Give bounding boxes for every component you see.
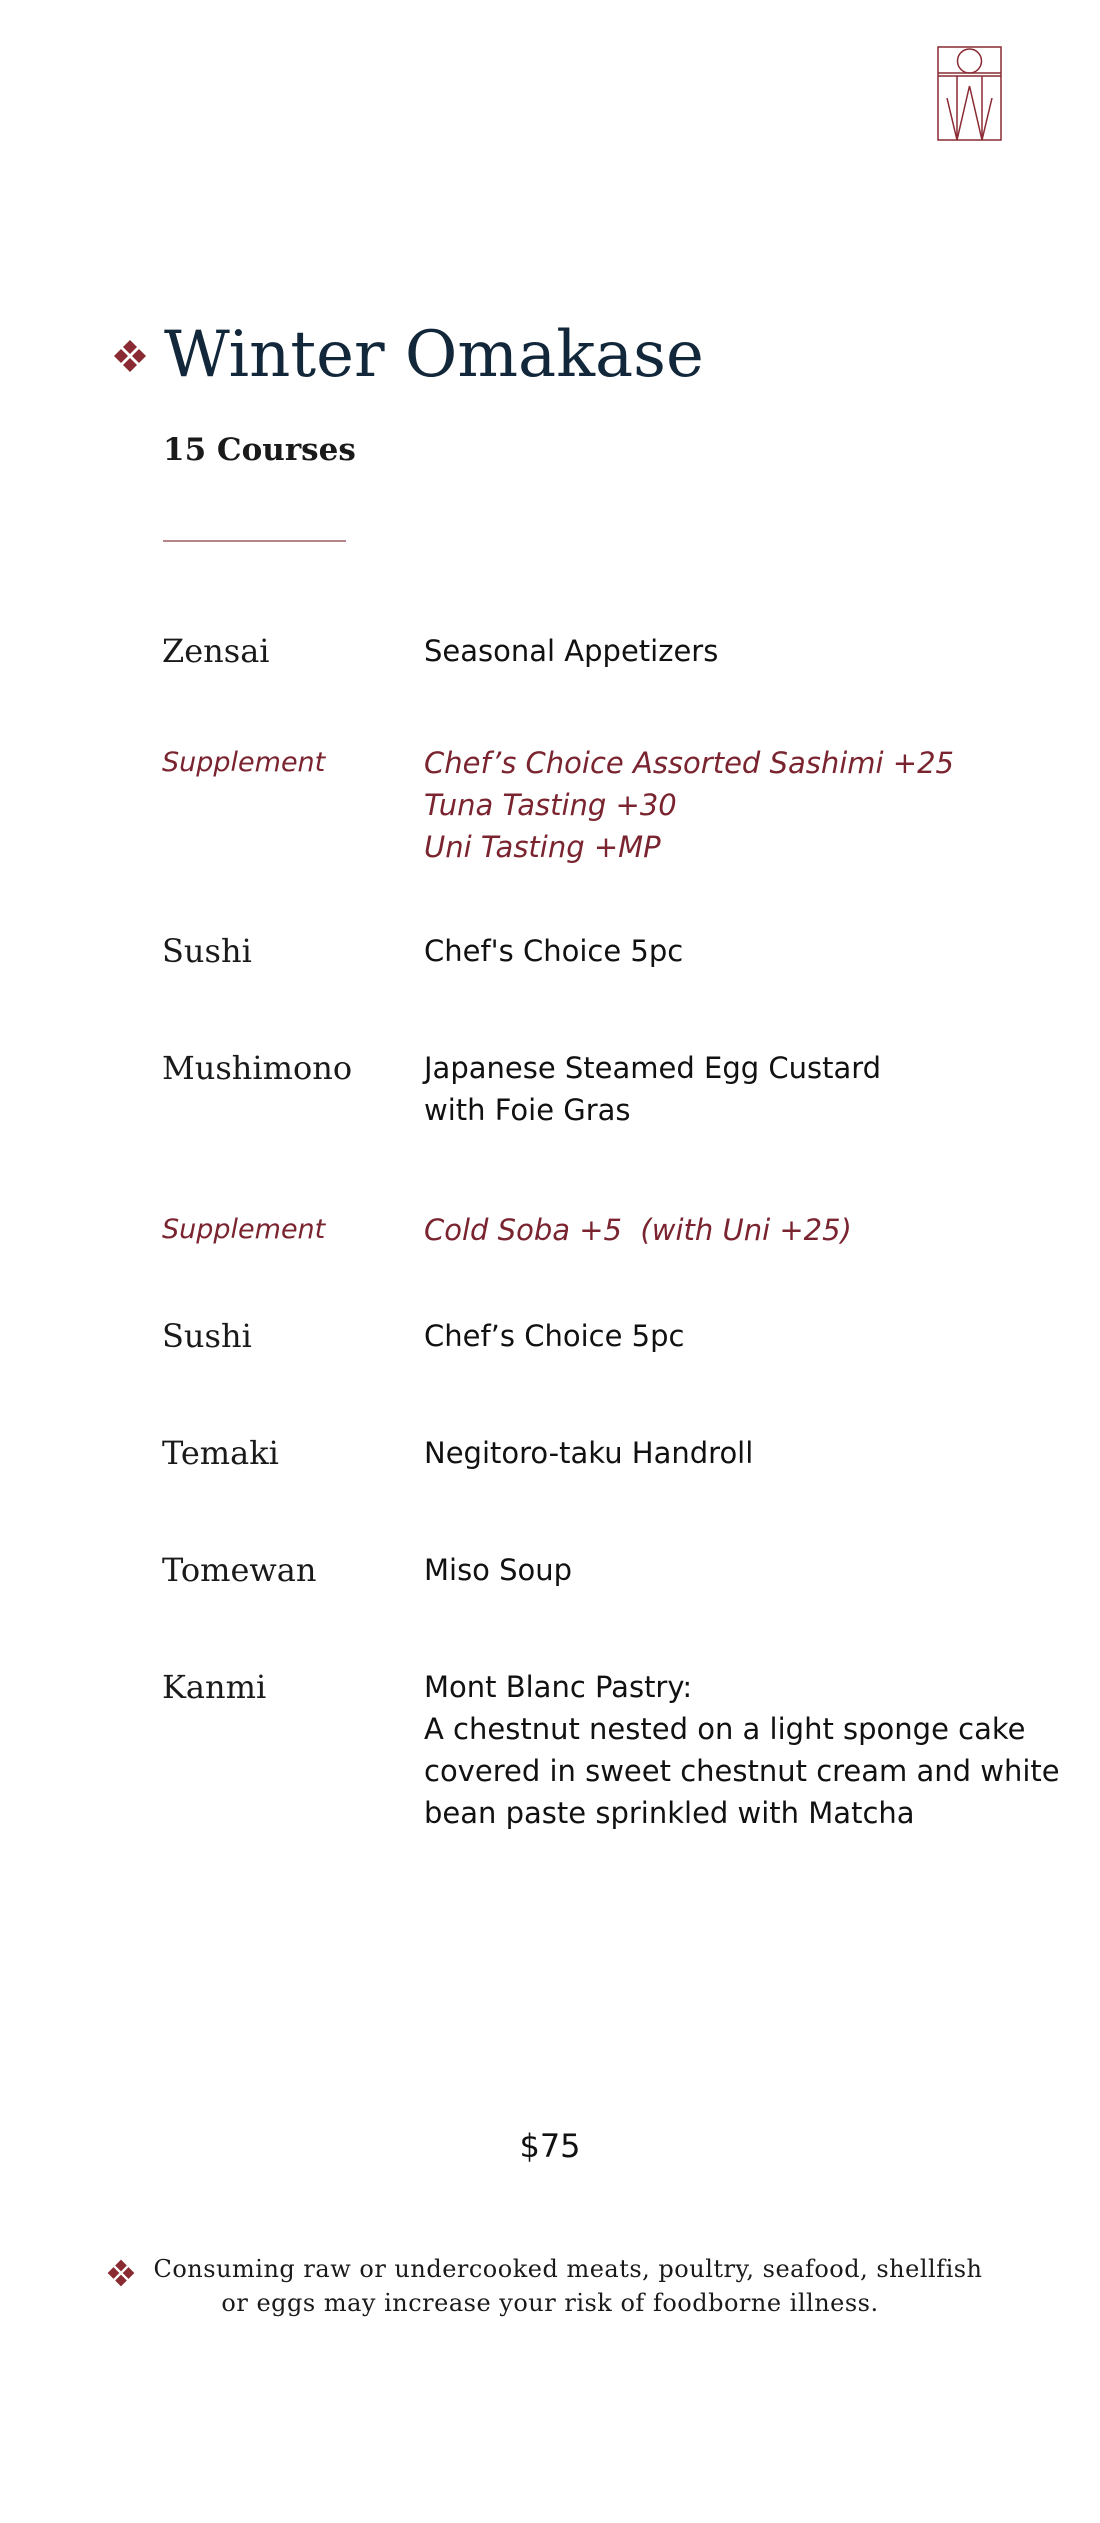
course-name: Zensai [162, 632, 270, 670]
course-count: 15 Courses [163, 432, 356, 468]
course-name: Kanmi [162, 1668, 267, 1706]
description-line: Seasonal Appetizers [424, 634, 719, 668]
course-description [424, 1047, 1064, 1131]
restaurant-logo [937, 46, 1002, 141]
menu-header [112, 310, 1012, 400]
course-description [424, 1666, 1064, 1834]
restaurant-monogram-logo-icon [937, 46, 1002, 141]
course-description [424, 1549, 1064, 1591]
course-name: Sushi [162, 1317, 252, 1355]
supplement-label: Supplement [162, 747, 326, 778]
course-description [424, 630, 1064, 672]
supplement-description [424, 1209, 1064, 1251]
description-line: Chef's Choice 5pc [424, 934, 684, 968]
description-line: Uni Tasting +MP [424, 830, 661, 864]
description-line: with Foie Gras [424, 1093, 631, 1127]
price: $75 [519, 2127, 581, 2165]
course-description [424, 1432, 1064, 1474]
description-line: Japanese Steamed Egg Custard [424, 1051, 882, 1085]
supplement-label: Supplement [162, 1214, 326, 1245]
description-line: Tuna Tasting +30 [424, 788, 677, 822]
course-description [424, 930, 1064, 972]
course-name: Sushi [162, 932, 252, 970]
divider [163, 540, 346, 542]
description-line: Miso Soup [424, 1553, 573, 1587]
description-line: bean paste sprinkled with Matcha [424, 1796, 915, 1830]
description-line: Negitoro-taku Handroll [424, 1436, 754, 1470]
course-name: Tomewan [162, 1551, 317, 1589]
diamond-cluster-icon [106, 2258, 136, 2288]
menu-title: Winter Omakase [164, 318, 704, 392]
course-description [424, 1315, 1064, 1357]
supplement-description [424, 742, 1064, 868]
food-safety-disclaimer [100, 2252, 1000, 2320]
description-line: A chestnut nested on a light sponge cake [424, 1712, 1026, 1746]
description-line: covered in sweet chestnut cream and white [424, 1754, 1060, 1788]
disclaimer-line: Consuming raw or undercooked meats, poultry, seafood, shellfish [153, 2255, 983, 2283]
description-line: Cold Soba +5 (with Uni +25) [424, 1213, 852, 1247]
description-line: Mont Blanc Pastry: [424, 1670, 693, 1704]
description-line: Chef’s Choice 5pc [424, 1319, 685, 1353]
diamond-cluster-icon [112, 338, 148, 374]
disclaimer-line: or eggs may increase your risk of foodborne illness. [221, 2289, 879, 2317]
course-name: Temaki [162, 1434, 279, 1472]
description-line: Chef’s Choice Assorted Sashimi +25 [424, 746, 955, 780]
course-name: Mushimono [162, 1049, 353, 1087]
